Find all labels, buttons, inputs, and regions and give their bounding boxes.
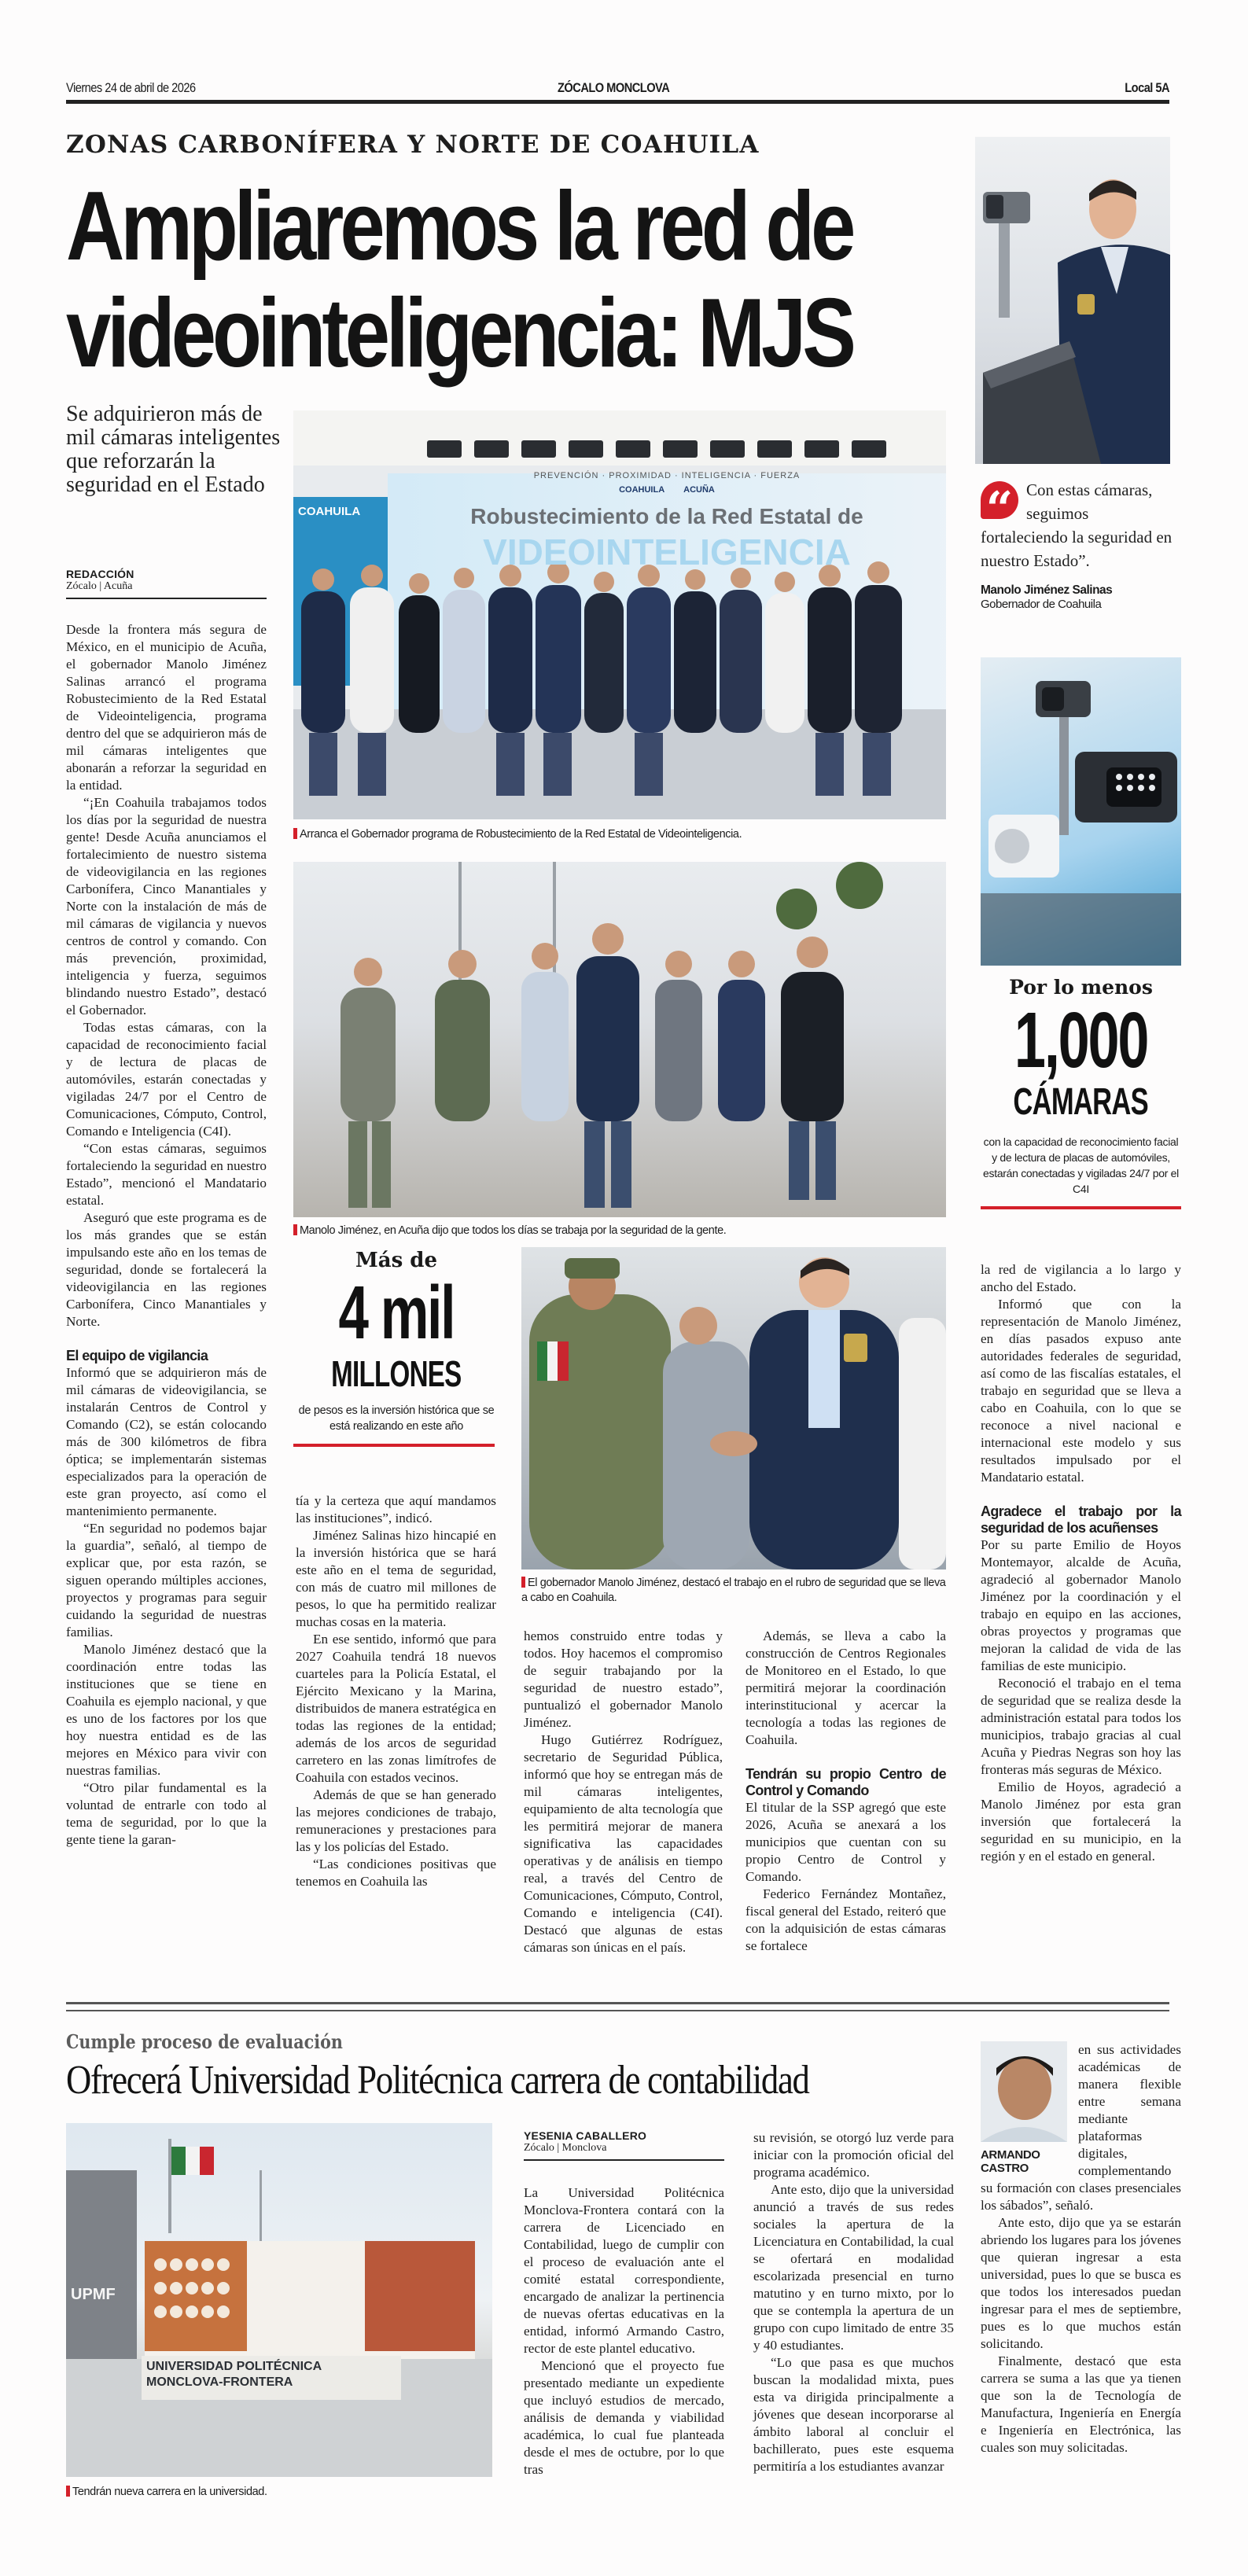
caption-marker: [293, 1224, 297, 1235]
second-column-2: [753, 2129, 954, 2475]
paragraph: La Universidad Politécnica Monclova-Frontera contará con la carrera de Licenciado en Contabilidad, luego de cumplir con el proceso de evaluación ante el comité estatal correspondiente, encargado de analizar la pertinencia de nuevas ofertas educativas en la entidad, informó Armando Castro, rector de este plantel educativo.: [524, 2185, 724, 2356]
stat-investment-number: [293, 1271, 499, 1355]
stat-cameras-pre: Por lo menos: [1009, 976, 1153, 999]
section-divider: [66, 2002, 1169, 2004]
second-byline: [524, 2129, 724, 2161]
headline-line-2: videointeligencia: MJS: [66, 279, 852, 388]
paragraph: Emilio de Hoyos, agradeció a Manolo Jiménez por esta gran inversión que fortalecerá la seguridad en su municipio, en la región y en el estado en general.: [981, 1779, 1181, 1864]
paragraph: Además de que se han generado las mejores condiciones de trabajo, remuneraciones y prestaciones para las y los policías del Estado.: [296, 1787, 496, 1854]
paragraph: su revisión, se otorgó luz verde para iniciar con la promoción oficial del programa académico.: [753, 2130, 954, 2180]
stat-investment-unit-text: MILLONES: [331, 1353, 462, 1394]
main-column-1: [66, 621, 267, 1849]
caption-marker: [293, 828, 297, 839]
paragraph: Ante esto, dijo que ya se estarán abriendo los lugares para los jóvenes que quieran ingresar a esta universidad, pues lo que se busca es que todos los interesados puedan ingresar para el mes de septiembre, pues es lo que muchos están solicitando.: [981, 2215, 1181, 2351]
stat-investment-pre: Más de: [355, 1249, 438, 1272]
paragraph: En ese sentido, informó que para 2027 Coahuila tendrá 18 nuevos cuarteles para la Policía Estatal, el Ejército Mexicano y la Marina, distribuidos de manera estratégica en todas las regiones de la entidad; además de los arcos de seguridad carretero en las zonas limítrofes de Coahuila con estados vecinos.: [296, 1632, 496, 1785]
paragraph: El titular de la SSP agregó que este 2026, Acuña se anexará a los municipios que cuentan con su propio Centro de Control y Comando.: [745, 1800, 946, 1884]
pull-quote-name: Manolo Jiménez Salinas: [981, 583, 1113, 597]
folio-section: Local 5A: [1125, 80, 1169, 95]
pull-quote: [981, 478, 1177, 611]
folio-paper-name: ZÓCALO MONCLOVA: [558, 80, 670, 95]
paragraph: Hugo Gutiérrez Rodríguez, secretario de Seguridad Pública, informó que hoy se entregan más de mil cámaras inteligentes, equipamiento de alta tecnología que les permitirá mejorar de manera significativa las capacidades operativas y de análisis en tiempo real, a través del Centro de Comunicaciones, Cómputo, Control, Comando e inteligencia (C4I). Destacó que algunas de estas cámaras son únicas en el país.: [524, 1732, 723, 1955]
stat-cameras-box: [981, 975, 1181, 1209]
photo-governor-podium: [975, 137, 1170, 464]
paragraph: Por su parte Emilio de Hoyos Montemayor, alcalde de Acuña, agradeció al gobernador Manolo Jiménez por la coordinación y el trabajo en equipo en las acciones, obras proyectos y programas que mejoran la calidad de vida de las familias de este municipio.: [981, 1537, 1181, 1673]
stat-investment-desc: de pesos es la inversión histórica que se está realizando en este año: [298, 1404, 495, 1433]
stat-investment-unit: [293, 1352, 499, 1395]
stat-cameras-number-text: 1,000: [1014, 996, 1148, 1084]
photo-event-stage: [293, 410, 946, 819]
paragraph: Manolo Jiménez destacó que la coordinación entre todas las instituciones que se tiene en Coahuila es ejemplo nacional, y que es uno de los factores por los que hoy nuestra entidad es de las mejores en México para vivir con nuestras familias.: [66, 1642, 267, 1778]
logo-acuna: ACUÑA: [683, 485, 715, 495]
main-column-2: [296, 1492, 496, 1890]
logo-coahuila: COAHUILA: [619, 485, 665, 495]
main-column-4: [745, 1628, 946, 1955]
caption-text: El gobernador Manolo Jiménez, destacó el trabajo en el rubro de seguridad que se lleva a cabo en Coahuila.: [521, 1577, 946, 1604]
paragraph: Además, se lleva a cabo la construcción de Centros Regionales de Monitoreo en el Estado, lo que permitirá mejorar la coordinación interinstitucional y acercar la tecnología a todas las regiones de Coahuila.: [745, 1628, 946, 1747]
paragraph: Finalmente, destacó que esta carrera se suma a las que ya tienen que son la de Tecnología de Manufactura, Ingeniería en Energía e Ingeniería en Electrónica, las cuales son muy solicitadas.: [981, 2353, 1181, 2455]
caption-photo-1: [293, 827, 946, 842]
byline-author: YESENIA CABALLERO: [524, 2129, 647, 2142]
main-column-5: [981, 1261, 1181, 1865]
stat-investment-box: [293, 1247, 499, 1447]
paragraph: Aseguró que este programa es de los más grandes que se están impulsando este año en los temas de seguridad, donde se fortalecerá la videovigilancia en las regiones Carbonífera, Cinco Manantiales y Norte.: [66, 1210, 267, 1329]
stat-cameras-number: [981, 996, 1181, 1084]
photo-armando-castro: [981, 2041, 1067, 2142]
headline-line-1: Ampliaremos la red de: [66, 172, 852, 281]
paragraph: “En seguridad no podemos bajar la guardia”, señaló, al tiempo de explicar que, por esta razón, se siguen operando múltiples acciones, proyectos y programas para seguir cuidando la seguridad de nuestras familias.: [66, 1521, 267, 1639]
caption-photo-2: [293, 1224, 946, 1238]
paragraph: Federico Fernández Montañez, fiscal general del Estado, reiteró que con la adquisición de estas cámaras se fortalece: [745, 1886, 946, 1953]
paragraph: Mencionó que el proyecto fue presentado mediante un expediente que incluyó estudios de mercado, análisis de demanda y viabilidad académica, lo cual fue planteada desde el mes de octubre, por lo que tras: [524, 2358, 724, 2477]
paragraph: “Con estas cámaras, seguimos fortaleciendo la seguridad en nuestro Estado”, mencionó el Mandatario estatal.: [66, 1141, 267, 1208]
paragraph: “Otro pilar fundamental es la voluntad de entrarle con todo al tema de seguridad, por lo que la gente tiene la garan-: [66, 1780, 267, 1847]
paragraph: Informó que con la representación de Manolo Jiménez, en días pasados expuso ante autoridades federales de seguridad, así como de las fiscalías estatales, el trabajo en seguridad que se lleva a cabo en Coahuila, con lo que se reconoce a nivel nacional e internacional este modelo y sus resultados impulsado por el Mandatario estatal.: [981, 1297, 1181, 1485]
byline-place: Zócalo | Monclova: [524, 2142, 607, 2154]
byline-place: Zócalo | Acuña: [66, 580, 133, 592]
second-column-1: [524, 2184, 724, 2478]
paragraph: Desde la frontera más segura de México, en el municipio de Acuña, el gobernador Manolo Jiménez Salinas arrancó el programa Robustecimiento de la Red Estatal de Videointeligencia, programa dentro del que se adquirieron más de mil cámaras inteligentes que abonarán a reforzar la seguridad en la entidad.: [66, 622, 267, 793]
photo-walking-group: [293, 862, 946, 1217]
caption-text: Manolo Jiménez, en Acuña dijo que todos los días se trabaja por la seguridad de la gente.: [300, 1224, 727, 1237]
stat-cameras-unit-text: CÁMARAS: [1013, 1081, 1149, 1123]
photo-camera-closeup: [981, 657, 1181, 966]
folio-bar: [66, 79, 1169, 104]
main-deck: Se adquirieron más de mil cámaras inteligentes que reforzarán la seguridad en el Estado: [66, 402, 281, 497]
event-banner: [396, 470, 938, 572]
paragraph: Ante esto, dijo que la universidad anunció a través de sus redes sociales la apertura de la Licenciatura en Contabilidad, la cual se ofertará en modalidad escolarizada presencial en turno matutino y en turno mixto, por lo que se contempla la apertura de un grupo con cupo limitado de entre 35 y 40 estudiantes.: [753, 2182, 954, 2353]
byline-author: REDACCIÓN: [66, 568, 134, 580]
paragraph: la red de vigilancia a lo largo y ancho del Estado.: [981, 1262, 1181, 1294]
second-headline: Ofrecerá Universidad Politécnica carrera de contabilidad: [66, 2058, 809, 2103]
photo-university: [66, 2123, 492, 2477]
stat-investment-rule: [293, 1444, 495, 1447]
stat-cameras-rule: [981, 1206, 1181, 1209]
subhead-agradece: Agradece el trabajo por la seguridad de los acuñenses: [981, 1503, 1181, 1536]
second-kicker: Cumple proceso de evaluación: [66, 2030, 343, 2053]
caption-photo-3: [521, 1576, 946, 1606]
pull-quote-role: Gobernador de Coahuila: [981, 598, 1102, 611]
pull-quote-text: Con estas cámaras, seguimos fortaleciendo la seguridad en nuestro Estado”.: [981, 480, 1173, 570]
subhead-equipo: El equipo de vigilancia: [66, 1348, 208, 1363]
caption-university: [66, 2485, 492, 2500]
building-sign: UNIVERSIDAD POLITÉCNICA MONCLOVA-FRONTERA: [146, 2360, 322, 2389]
stat-cameras-unit: [981, 1080, 1181, 1124]
photo-handshake: [521, 1247, 946, 1570]
event-banner-line-1: Robustecimiento de la Red Estatal de: [470, 504, 863, 528]
stat-cameras-desc: con la capacidad de reconocimiento facial y de lectura de placas de automóviles, estarán conectadas y vigiladas 24/7 por el C4I: [983, 1135, 1179, 1195]
paragraph: “Las condiciones positivas que tenemos en Coahuila las: [296, 1857, 496, 1889]
subhead-centro-control: Tendrán su propio Centro de Control y Comando: [745, 1766, 946, 1798]
paragraph: Jiménez Salinas hizo hincapié en la inversión histórica que se hará este año en el tema de seguridad, con más de cuatro mil millones de pesos, lo que ha permitido realizar muchas cosas en la materia.: [296, 1528, 496, 1629]
event-banner-line-2: VIDEOINTELIGENCIA: [483, 532, 851, 572]
event-banner-top: PREVENCIÓN · PROXIMIDAD · INTELIGENCIA · FUERZA: [533, 471, 801, 480]
folio-date: Viernes 24 de abril de 2026: [66, 80, 196, 95]
caption-marker: [521, 1577, 525, 1588]
quote-icon: “: [981, 481, 1018, 519]
stat-investment-number-text: 4 mil: [338, 1271, 455, 1355]
paragraph: “¡En Coahuila trabajamos todos los días por la seguridad de nuestra gente! Desde Acuña anunciamos el fortalecimiento de nuestro sistema de videovigilancia en las regiones Carbonífera, Cinco Manantiales y Norte con la instalación de más de mil cámaras de vigilancia y nuevos centros de control y comando. Con más prevención, proximidad, inteligencia y fuerza, seguimos blindando nuestro Estado”, destacó el Gobernador.: [66, 795, 267, 1018]
paragraph: Todas estas cámaras, con la capacidad de reconocimiento facial y de lectura de placas de automóviles, estarán conectadas y vigiladas 24/7 por el Centro de Comunicaciones, Cómputo, Control, Comando e Inteligencia (C4I).: [66, 1020, 267, 1139]
paragraph: tía y la certeza que aquí mandamos las instituciones”, indicó.: [296, 1493, 496, 1525]
main-kicker: ZONAS CARBONÍFERA Y NORTE DE COAHUILA: [66, 131, 760, 159]
second-column-3: [981, 2041, 1181, 2456]
main-column-3: [524, 1628, 723, 1956]
paragraph: Reconoció el trabajo en el tema de seguridad que se realiza desde la administración estatal para todos los municipios, trabajo gracias al cual Acuña y Piedras Negras son hoy las fronteras más seguras de México.: [981, 1676, 1181, 1777]
caption-text: Arranca el Gobernador programa de Robustecimiento de la Red Estatal de Videointeligencia.: [300, 828, 742, 841]
main-byline: [66, 568, 267, 599]
paragraph: Informó que se adquirieron más de mil cámaras de videovigilancia, se instalarán Centros de Control y Comando (C2), se están colocando más de 300 kilómetros de fibra óptica; se implementarán sistemas especializados para la operación de este gran proyecto, así como el mantenimiento permanente.: [66, 1365, 267, 1518]
paragraph: en sus actividades académicas de manera flexible entre semana mediante plataformas digitales, complementando su formación con clases presenciales los sábados”, señaló.: [981, 2042, 1181, 2213]
section-divider: [66, 2010, 1169, 2011]
building-logo: UPMF: [71, 2286, 116, 2303]
portrait-name: ARMANDO CASTRO: [981, 2148, 1040, 2175]
portrait-block: [981, 2041, 1070, 2175]
paragraph: hemos construido entre todas y todos. Hoy hacemos el compromiso de seguir trabajando por la seguridad de nuestro estado”, puntualizó el gobernador Manolo Jiménez.: [524, 1628, 723, 1730]
paragraph: “Lo que pasa es que muchos buscan la modalidad mixta, pues esta va dirigida principalmente a jóvenes que desean incorporarse al ámbito laboral al concluir el bachillerato, pues este esquema permitiría a los estudiantes avanzar: [753, 2355, 954, 2474]
event-side-sign: COAHUILA: [298, 505, 361, 518]
caption-text: Tendrán nueva carrera en la universidad.: [72, 2486, 267, 2498]
caption-marker: [66, 2486, 70, 2497]
main-headline: [66, 173, 966, 387]
